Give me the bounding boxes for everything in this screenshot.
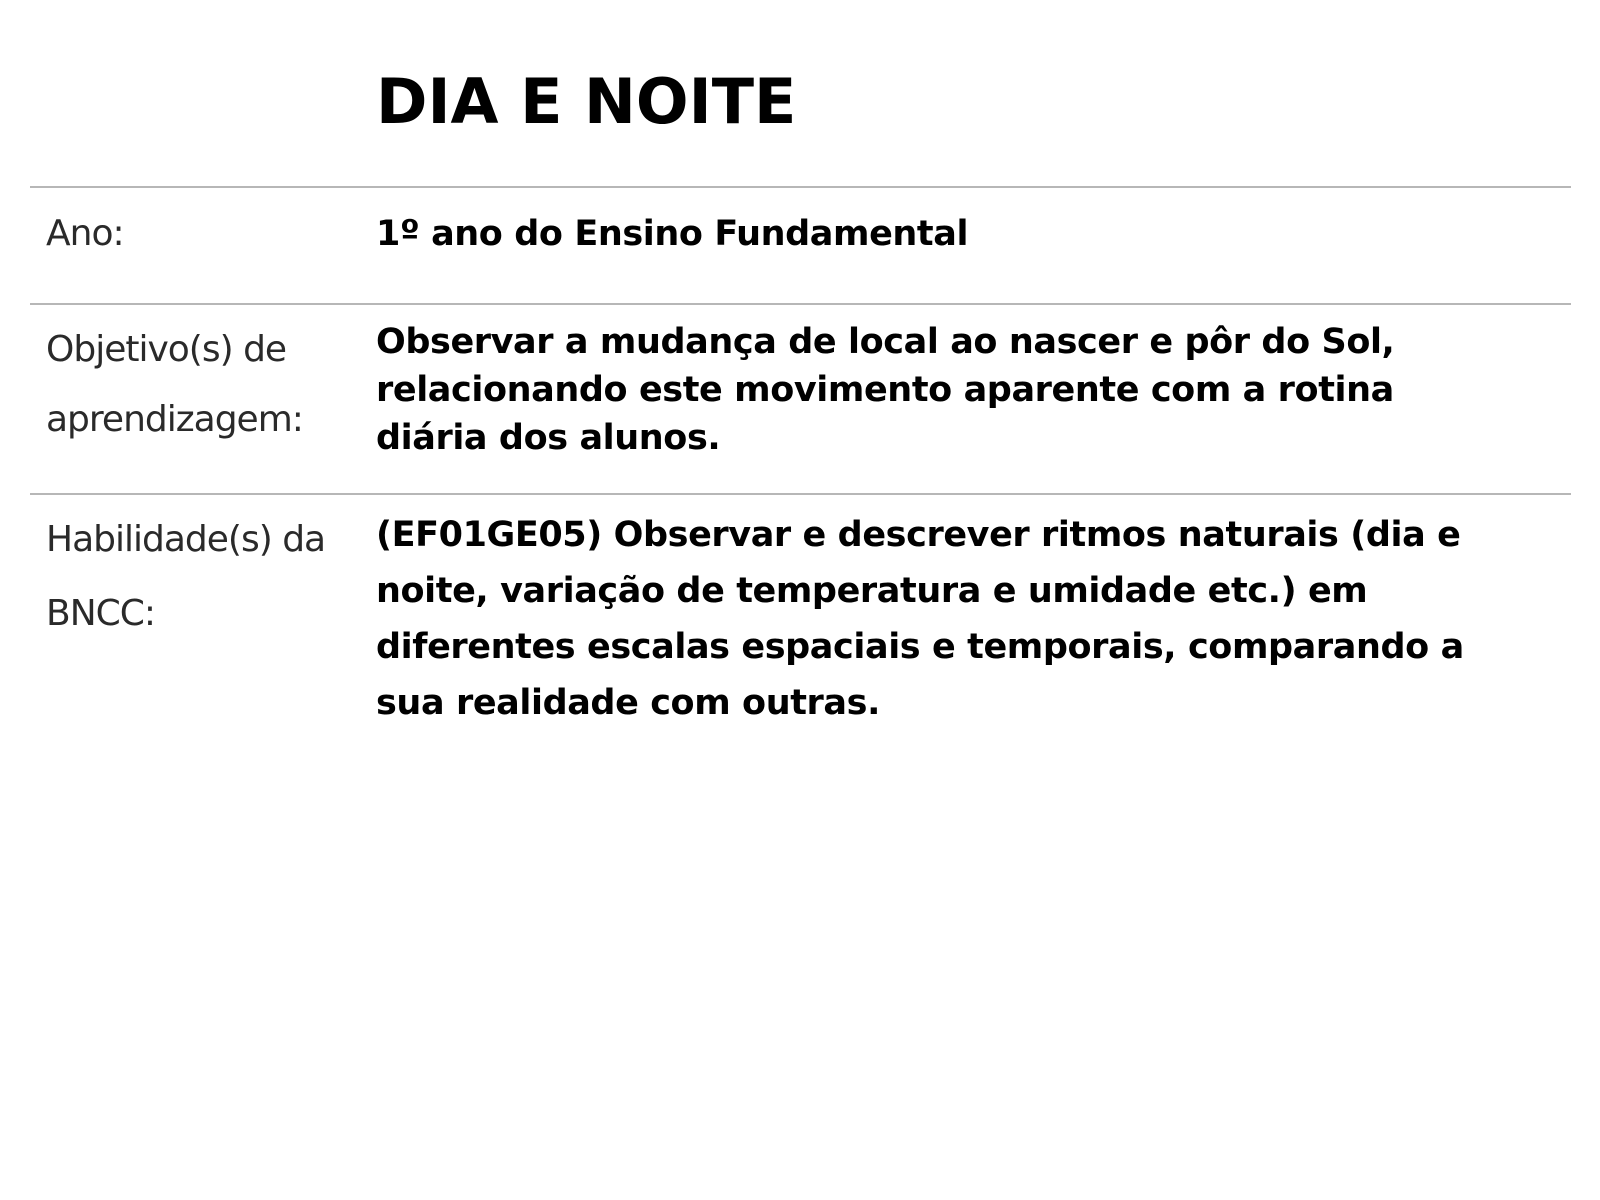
divider	[30, 303, 1571, 305]
row-value-ano: 1º ano do Ensino Fundamental	[376, 214, 969, 254]
row-value-objetivos: Observar a mudança de local ao nascer e pôr do Sol, relacionando este movimento aparente com a rotina diária dos alunos.	[376, 322, 1395, 458]
row-value-habilidades: (EF01GE05) Observar e descrever ritmos naturais (dia e noite, variação de temperatura e umidade etc.) em diferentes escalas espaciais e temporais, comparando a sua realidade com outras.	[376, 515, 1464, 723]
page-title: DIA E NOITE	[376, 65, 797, 138]
row-label-ano: Ano:	[46, 213, 124, 254]
divider	[30, 493, 1571, 495]
row-label-objetivos: Objetivo(s) de aprendizagem:	[46, 329, 303, 440]
row-label-habilidades: Habilidade(s) da BNCC:	[46, 519, 326, 634]
divider	[30, 186, 1571, 188]
